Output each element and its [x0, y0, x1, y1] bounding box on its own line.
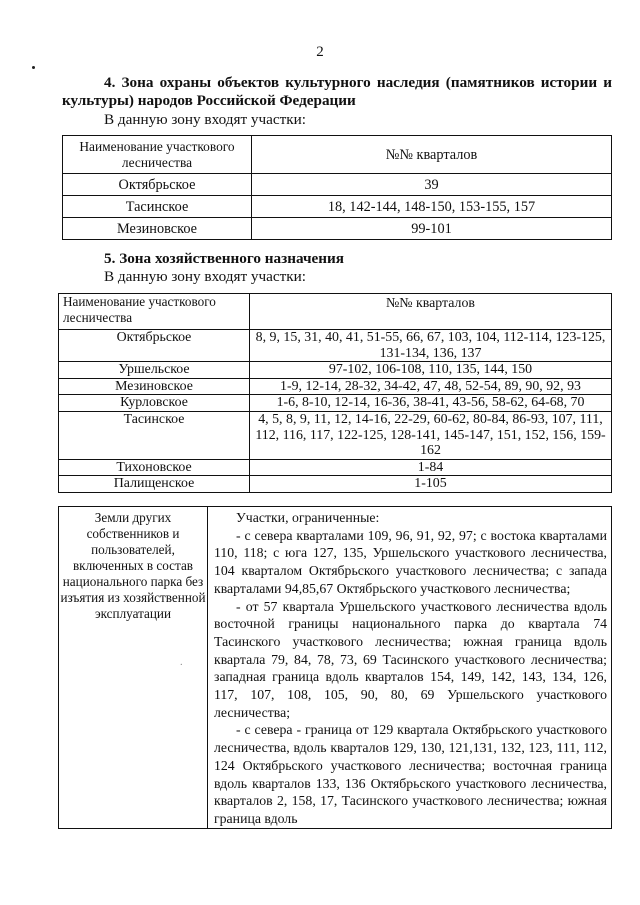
table-row	[63, 196, 612, 218]
section5-table	[58, 293, 612, 493]
table-row	[59, 330, 612, 362]
page-number: 2	[316, 44, 324, 60]
header-forestry-name: Наименование участкового лесничества	[63, 136, 252, 174]
table-row	[59, 459, 612, 476]
section4-table	[62, 135, 612, 240]
quarters: 4, 5, 8, 9, 11, 12, 14-16, 22-29, 60-62, 80-84, 86-93, 107, 111, 112, 116, 117, 122-125, 128-141, 145-147, 151, 152, 156, 159-162	[250, 411, 612, 459]
scan-dot	[32, 66, 35, 69]
forestry-name: Октябрьское	[63, 174, 252, 196]
other-lands-label	[59, 507, 208, 829]
quarters: 8, 9, 15, 31, 40, 41, 51-55, 66, 67, 103, 104, 112-114, 123-125, 131-134, 136, 137	[250, 330, 612, 362]
table-row	[59, 411, 612, 459]
table-header-row	[63, 136, 612, 174]
other-lands-description	[208, 507, 612, 829]
forestry-name: Тасинское	[59, 411, 250, 459]
table-header-row	[59, 294, 612, 330]
section4-intro: В данную зону входят участки:	[104, 111, 306, 128]
section5-title: 5. Зона хозяйственного назначения	[104, 250, 344, 267]
table-row	[63, 174, 612, 196]
table-row	[59, 507, 612, 829]
header-quarters: №№ кварталов	[250, 294, 612, 330]
table-row	[59, 476, 612, 493]
section4-title: 4. Зона охраны объектов культурного наследия (памятников истории и культуры) народов Российской Федерации	[62, 74, 612, 109]
forestry-name: Октябрьское	[59, 330, 250, 362]
forestry-name: Курловское	[59, 395, 250, 412]
forestry-name: Тихоновское	[59, 459, 250, 476]
forestry-name: Мезиновское	[59, 378, 250, 395]
forestry-name: Палищенское	[59, 476, 250, 493]
quarters: 1-84	[250, 459, 612, 476]
quarters: 99-101	[252, 218, 612, 240]
table-row	[59, 378, 612, 395]
quarters: 18, 142-144, 148-150, 153-155, 157	[252, 196, 612, 218]
other-lands-label-text: Земли других собственников и пользователей, включенных в состав национального парка без изъятия из хозяйственной эксплуатации	[60, 510, 206, 621]
forestry-name: Тасинское	[63, 196, 252, 218]
boundary-paragraph: - от 57 квартала Уршельского участкового лесничества вдоль восточной границы национального парка до квартала 74 Тасинского участкового лесничества; южная граница вдоль квартала 79, 84, 78, 73, 69 Тасинского участкового лесничества; западная граница вдоль кварталов 154, 149, 142, 143, 134, 126, 117, 107, 108, 105, 90, 80, 69 Уршельского участкового лесничества;	[214, 598, 607, 720]
header-forestry-name: Наименование участкового лесничества	[59, 294, 250, 330]
scan-mark: ·	[179, 660, 183, 671]
table-row	[59, 362, 612, 379]
forestry-name: Мезиновское	[63, 218, 252, 240]
boundary-paragraph: - с севера кварталами 109, 96, 91, 92, 97; с востока кварталами 110, 118; с юга 127, 135, Уршельского участкового лесничества, 104 кварталом Октябрьского участкового лесничества; с запада кварталами 94,85,67 Октябрьского участкового лесничества;	[214, 527, 607, 596]
quarters: 1-105	[250, 476, 612, 493]
quarters: 97-102, 106-108, 110, 135, 144, 150	[250, 362, 612, 379]
section5-intro: В данную зону входят участки:	[104, 268, 306, 285]
other-lands-table	[58, 506, 612, 829]
boundary-paragraph: - с севера - граница от 129 квартала Октябрьского участкового лесничества, вдоль кварталов 129, 130, 121,131, 132, 123, 111, 112, 124 Октябрьского участкового лесничества; восточная граница вдоль кварталов 133, 136 Октябрьского участкового лесничества, кварталов 2, 158, 17, Тасинского участкового лесничества; южная граница вдоль	[214, 722, 607, 826]
quarters: 39	[252, 174, 612, 196]
table-row	[59, 395, 612, 412]
quarters: 1-6, 8-10, 12-14, 16-36, 38-41, 43-56, 58-62, 64-68, 70	[250, 395, 612, 412]
quarters: 1-9, 12-14, 28-32, 34-42, 47, 48, 52-54, 89, 90, 92, 93	[250, 378, 612, 395]
forestry-name: Уршельское	[59, 362, 250, 379]
table-row	[63, 218, 612, 240]
header-quarters: №№ кварталов	[252, 136, 612, 174]
other-lands-head: Участки, ограниченные:	[236, 510, 380, 525]
